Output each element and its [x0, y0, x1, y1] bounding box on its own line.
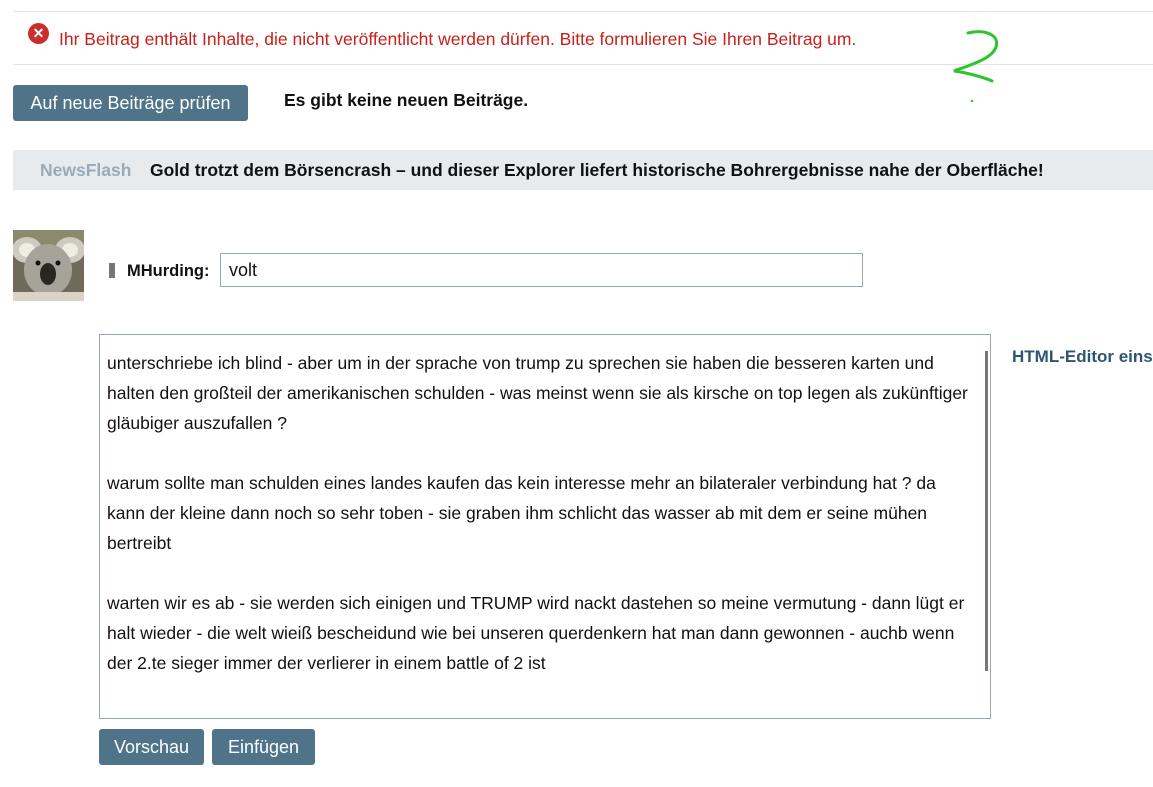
no-new-posts-text: Es gibt keine neuen Beiträge. — [284, 90, 529, 110]
newsflash-link[interactable]: Gold trotzt dem Börsencrash – und dieser Explorer liefert historische Bohrergebnisse nahe der Oberfläche! — [150, 160, 1044, 180]
editor-paragraph: warum sollte man schulden eines landes kaufen das kein interesse mehr an bilateraler verbindung hat ? da kann der kleine dann noch so sehr toben - sie graben ihm schlicht das wasser ab mit dem er seine mühen bertreibt — [107, 473, 936, 553]
error-message: Ihr Beitrag enthält Inhalte, die nicht veröffentlicht werden dürfen. Bitte formulieren Sie Ihren Beitrag um. — [59, 29, 857, 49]
title-input[interactable]: volt — [220, 253, 863, 287]
newsflash-bar — [13, 150, 1153, 190]
newsflash-label: NewsFlash — [40, 160, 132, 180]
error-x-icon: ✕ — [28, 23, 49, 44]
author-name: MHurding: — [127, 262, 210, 280]
editor-paragraph: warten wir es ab - sie werden sich einigen und TRUMP wird nackt dastehen so meine vermutung - dann lügt er halt wieder - die welt wieiß bescheidund wie bei unseren querdenkern hat man dann gewonnen - auchb wenn der 2.te sieger immer der verlierer in einem battle of 2 ist — [107, 593, 965, 673]
insert-button[interactable]: Einfügen — [212, 729, 315, 765]
editor-content[interactable] — [107, 348, 972, 678]
html-editor-link[interactable]: HTML-Editor eins — [1012, 347, 1153, 366]
preview-button[interactable]: Vorschau — [99, 729, 204, 765]
post-editor[interactable] — [99, 334, 991, 719]
editor-empty-line — [107, 558, 972, 588]
editor-scrollbar[interactable] — [985, 351, 988, 671]
editor-empty-line — [107, 438, 972, 468]
author-marker — [109, 263, 115, 278]
koala-avatar-icon — [13, 230, 84, 301]
editor-paragraph: unterschriebe ich blind - aber um in der sprache von trump zu sprechen sie haben die besseren karten und halten den großteil der amerikanischen schulden - was meinst wenn sie als kirsche on top legen als zukünftiger gläubiger auszufallen ? — [107, 353, 968, 433]
avatar[interactable] — [13, 230, 84, 301]
handwritten-scribble — [940, 25, 1010, 105]
check-new-posts-button[interactable]: Auf neue Beiträge prüfen — [13, 85, 248, 121]
